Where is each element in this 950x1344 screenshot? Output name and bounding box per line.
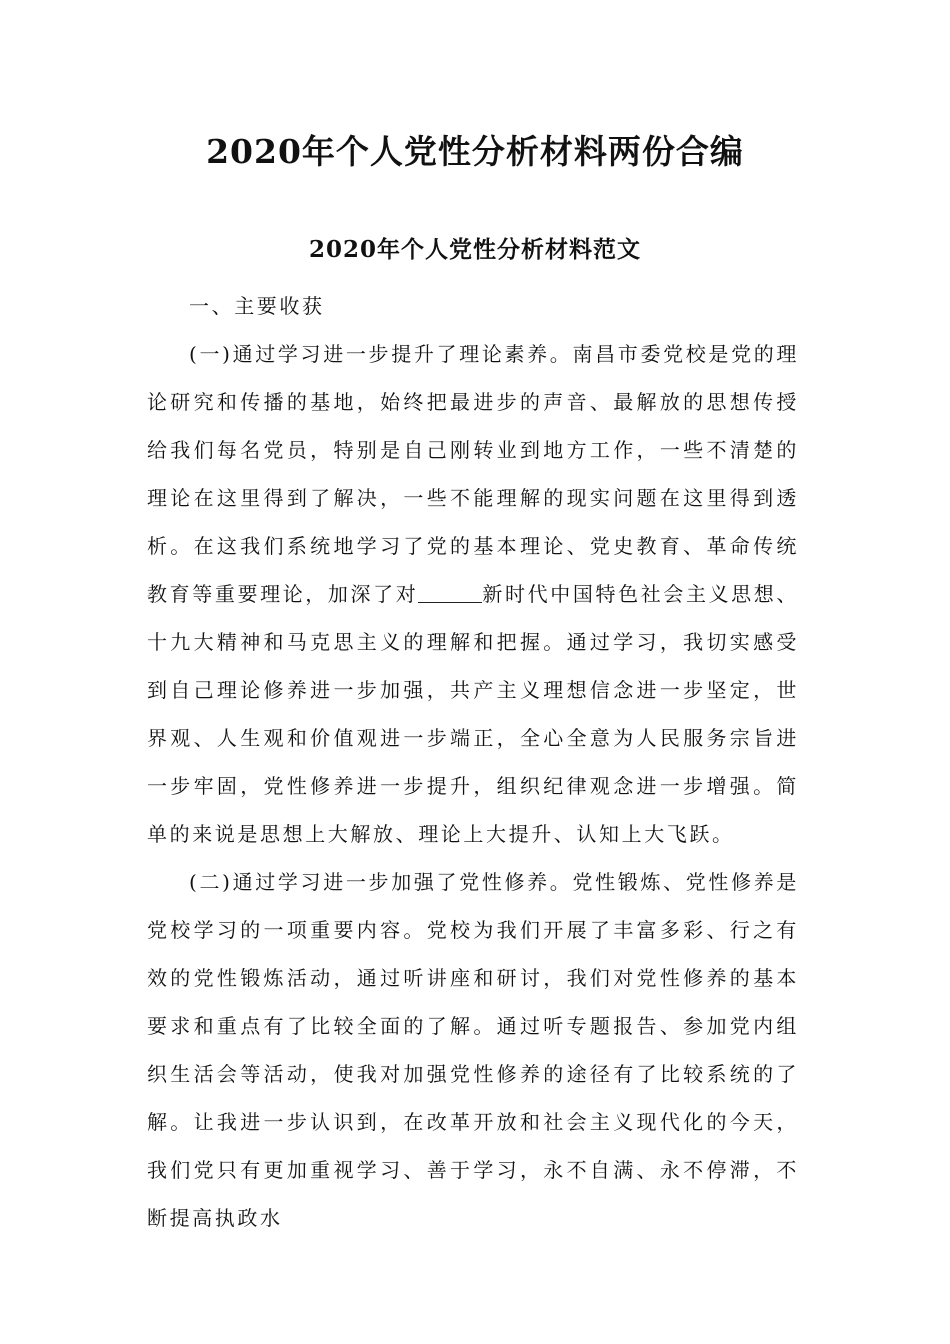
section-heading-main-gains: 一、主要收获	[189, 294, 325, 318]
paragraph-theory-part1: (一)通过学习进一步提升了理论素养。南昌市委党校是党的理论研究和传播的基地，始终把最进步的声音、最解放的思想传授给我们每名党员，特别是自己刚转业到地方工作，一些不清楚的理论在这里得到了解决，一些不能理解的现实问题在这里得到透析。在这我们系统地学习了党的基本理论、党史教育、革命传统教育等重要理论，加深了对	[147, 342, 799, 606]
paragraph-party-spirit: (二)通过学习进一步加强了党性修养。党性锻炼、党性修养是党校学习的一项重要内容。党校为我们开展了丰富多彩、行之有效的党性锻炼活动，通过听讲座和研讨，我们对党性修养的基本要求和重点有了比较全面的了解。通过听专题报告、参加党内组织生活会等活动，使我对加强党性修养的途径有了比较系统的了解。让我进一步认识到，在改革开放和社会主义现代化的今天，我们党只有更加重视学习、善于学习，永不自满、永不停滞，不断提高执政水	[147, 870, 799, 1230]
document-title: 2020年个人党性分析材料两份合编	[206, 132, 744, 171]
blank-underline	[418, 582, 482, 603]
document-subtitle: 2020年个人党性分析材料范文	[308, 236, 641, 263]
paragraph-theory-part2: 新时代中国特色社会主义思想、十九大精神和马克思主义的理解和把握。通过学习，我切实感受到自己理论修养进一步加强，共产主义理想信念进一步坚定，世界观、人生观和价值观进一步端正，全心全意为人民服务宗旨进一步牢固，党性修养进一步提升，组织纪律观念进一步增强。简单的来说是思想上大解放、理论上大提升、认知上大飞跃。	[147, 582, 800, 846]
paragraph-theory	[147, 330, 799, 858]
document-body	[147, 282, 799, 1242]
